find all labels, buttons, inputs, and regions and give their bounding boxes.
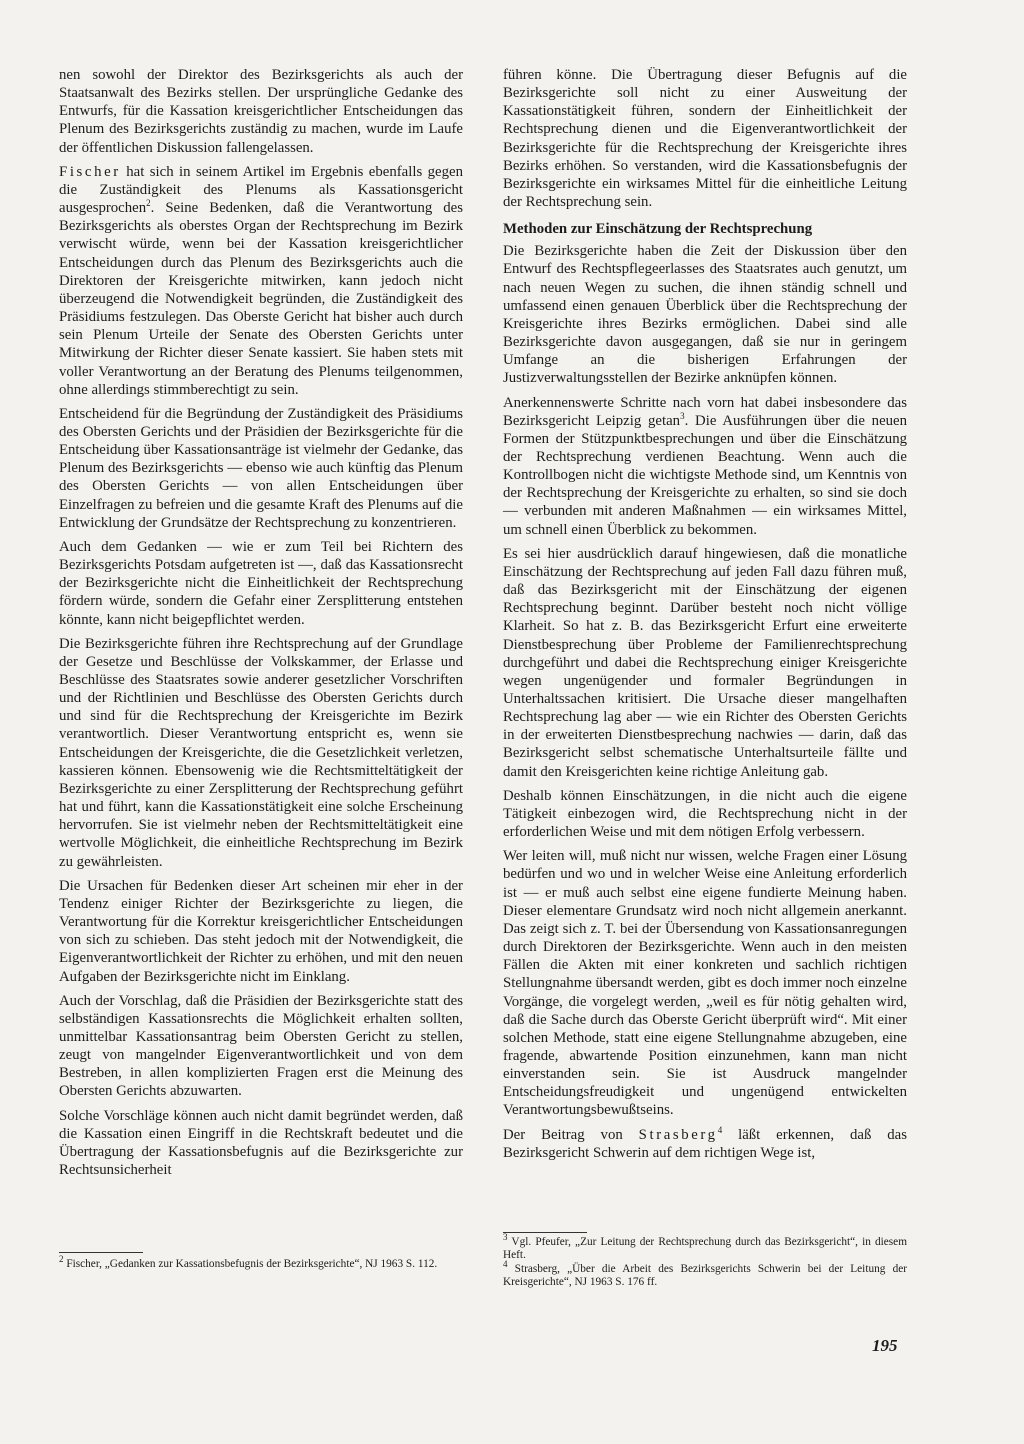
footnote-marker: 4: [717, 1124, 723, 1135]
section-heading: Methoden zur Einschätzung der Rechtsprechung: [503, 221, 813, 238]
paragraph-text: hat sich in seinem Artikel im Ergebnis ebenfalls gegen die Zuständigkeit des Plenums als Kassationsgericht ausgesprochen: [59, 163, 463, 217]
footnotes-right: [503, 1232, 907, 1290]
footnote-marker: 3: [680, 410, 685, 421]
paragraph: Entscheidend für die Begründung der Zuständigkeit des Präsidiums des Obersten Gerichts und der Präsidien der Bezirksgerichte für die Entscheidung über Kassationsanträge ist vielmehr der Gedanke, das Plenum des Bezirksgerichts — ebenso wie auch künftig das Plenum des Obersten Gerichts — von allen Entscheidungen über Einzelfragen zu befreien und die gesamte Kraft des Plenums auf die Entwicklung der Grundsätze der Rechtsprechung zu konzentrieren.: [59, 405, 463, 531]
footnote: [503, 1259, 907, 1290]
footnote-text: Vgl. Pfeufer, „Zur Leitung der Rechtsprechung durch das Bezirksgericht“, in diesem Heft.: [503, 1236, 907, 1262]
paragraph-text: . Seine Bedenken, daß die Verantwortung des Bezirksgerichts als oberstes Organ der Rechtsprechung im Bezirk verwischt würde, wenn bei der Kassation kreisgerichtlicher Entscheidungen durch das Plenum des Bezirksgerichts auch die Direktoren der Kreisgerichte mitwirken, kann jedoch nicht überzeugend die Notwendigkeit begründen, die Zuständigkeit des Präsidiums festzulegen. Das Oberste Gericht hat bisher auch durch sein Plenum Urteile der Senate des Obersten Gerichts unter Mitwirkung der Richter dieser Senate kassiert. Sie haben stets mit voller Verantwortung an der Beratung des Plenums teilgenommen, ohne allerdings stimmberechtigt zu sein.: [59, 200, 463, 398]
author-name: Strasberg: [638, 1126, 718, 1143]
paragraph: [503, 1126, 907, 1162]
footnote-rule: [503, 1232, 587, 1233]
footnote: [503, 1232, 907, 1263]
paragraph: [503, 394, 907, 539]
paragraph: [59, 163, 463, 399]
footnote: [59, 1254, 463, 1271]
footnote-marker: 3: [503, 1232, 508, 1243]
paragraph: Wer leiten will, muß nicht nur wissen, welche Fragen einer Lösung bedürfen und wo und in welcher Weise eine Anleitung erforderlich ist — er muß auch selbst eine eigene fundierte Meinung haben. Dieser elementare Grundsatz wird noch nicht allgemein anerkannt. Das zeigt sich z. T. bei der Übersendung von Kassationsanregungen durch Direktoren der Bezirksgerichte. Wenn auch in den meisten Fällen die Akten mit einer konkreten und sachlich richtigen Stellungnahme übersandt werden, gibt es doch immer noch einzelne Vorgänge, die vorgelegt werden, „weil es für nötig gehalten wird, daß die Sache durch das Oberste Gericht überprüft wird“. Mit einer solchen Methode, statt eine eigene Stellungnahme abzugeben, eine fragende, abwartende Position einzunehmen, kann man nicht einverstanden sein. Sie ist Ausdruck mangelnder Entscheidungsfreudigkeit und ungenügend entwickelten Verantwortungsbewußtseins.: [503, 848, 907, 1119]
paragraph-text: Der Beitrag von: [503, 1126, 639, 1143]
paragraph: führen könne. Die Übertragung dieser Befugnis auf die Bezirksgerichte soll nicht zu einer Ausweitung der Kassationstätigkeit führen, sondern der Einheitlichkeit der Rechtsprechung dienen und die Eigenverantwortlichkeit der Bezirksgerichte für die Rechtsprechung der Kreisgerichte ihres Bezirks erhöhen. So verstanden, wird die Kassationsbefugnis der Bezirksgerichte ein wirksames Mittel für die einheitliche Leitung der Rechtsprechung sein.: [503, 67, 907, 211]
paragraph-text: . Die Ausführungen über die neuen Formen der Stützpunktbesprechungen und über die Einschätzung der Rechtsprechung verdienen Beachtung. Wenn auch die Kontrollbogen nicht die wichtigste Methode sind, um Kenntnis von der Rechtsprechung der Kreisgerichte zu erhalten, so sind sie doch — verbunden mit anderen Maßnahmen — ein wirksames Mittel, um schnell einen Überblick zu bekommen.: [503, 412, 907, 538]
paragraph: Die Bezirksgerichte führen ihre Rechtsprechung auf der Grundlage der Gesetze und Beschlüsse der Volkskammer, der Erlasse und Beschlüsse des Staatsrates sowie anderer gesetzlicher Vorschriften und der Richtlinien und Beschlüsse des Obersten Gerichts durch und sind für die Rechtsprechung der Kreisgerichte im Bezirk verantwortlich. Dieser Verantwortung entspricht es, wenn sie Entscheidungen der Kreisgerichte, die die Gesetzlichkeit verletzen, kassieren können. Ebensowenig wie die Rechtsmitteltätigkeit der Bezirksgerichte zu einer Zersplitterung der Rechtsprechung geführt hat und führt, kann die Kassationstätigkeit eine solche Erscheinung hervorrufen. Sie ist vielmehr neben der Rechtsmitteltätigkeit eine wertvolle Möglichkeit, die einheitliche Rechtsprechung im Bezirk zu gewährleisten.: [59, 635, 463, 870]
footnote-rule: [59, 1252, 143, 1253]
paragraph-text: Anerkennenswerte Schritte nach vorn hat dabei insbesondere das Bezirksgericht Leipzig getan: [503, 394, 907, 429]
paragraph-text: läßt erkennen, daß das Bezirksgericht Schwerin auf dem richtigen Wege ist,: [503, 1126, 908, 1161]
footnote-marker: 2: [146, 198, 151, 209]
page-number: 195: [872, 1336, 898, 1355]
footnote-text: Fischer, „Gedanken zur Kassationsbefugnis der Bezirksgerichte“, NJ 1963 S. 112.: [63, 1258, 438, 1270]
paragraph: Die Ursachen für Bedenken dieser Art scheinen mir eher in der Tendenz einiger Richter der Bezirksgerichte zu liegen, die Verantwortung für die Korrektur kreisgerichtlicher Entscheidungen von sich zu schieben. Das steht jedoch mit der Notwendigkeit, die Eigenverantwortlichkeit der Richter zu erhöhen, und mit den neuen Aufgaben der Bezirksgerichte nicht im Einklang.: [59, 877, 463, 985]
footnote-text: Strasberg, „Über die Arbeit des Bezirksgerichts Schwerin bei der Leitung der Kreisgerichte“, NJ 1963 S. 176 ff.: [503, 1262, 907, 1289]
footnotes-left: [59, 1254, 463, 1271]
left-column: [59, 66, 463, 1185]
author-name: Fischer: [59, 163, 121, 180]
footnote-marker: 2: [59, 1254, 64, 1265]
footnote-marker: 4: [503, 1259, 508, 1270]
paragraph: nen sowohl der Direktor des Bezirksgerichts als auch der Staatsanwalt des Bezirks stellen. Der ursprüngliche Gedanke des Entwurfs, für die Kassation kreisgerichtlicher Entscheidungen das Plenum des Bezirksgerichts zuständig zu machen, wurde im Laufe der öffentlichen Diskussion fallengelassen.: [59, 67, 463, 156]
paragraph: Auch dem Gedanken — wie er zum Teil bei Richtern des Bezirksgerichts Potsdam aufgetreten ist —, daß das Kassationsrecht der Bezirksgerichte nicht die Einheitlichkeit der Rechtsprechung fördern würde, sondern die Gefahr einer Zersplitterung entstehen könnte, kann nicht beigepflichtet werden.: [59, 538, 463, 628]
paragraph: Auch der Vorschlag, daß die Präsidien der Bezirksgerichte statt des selbständigen Kassationsrechts die Möglichkeit erhalten sollten, unmittelbar Kassationsantrag beim Obersten Gericht zu stellen, zeugt von mangelnder Eigenverantwortlichkeit und von dem Bestreben, in allen komplizierten Fragen erst die Meinung des Obersten Gerichts abzuwarten.: [59, 992, 463, 1100]
paragraph: Deshalb können Einschätzungen, in die nicht auch die eigene Tätigkeit einbezogen wird, die Rechtsprechung nicht in der erforderlichen Weise und mit dem nötigen Erfolg verbessern.: [503, 787, 907, 841]
right-column: [503, 66, 907, 1168]
paragraph: Solche Vorschläge können auch nicht damit begründet werden, daß die Kassation einen Eingriff in die Rechtskraft bedeutet und die Übertragung der Kassationsbefugnis auf die Bezirksgerichte zur Rechtsunsicherheit: [59, 1107, 463, 1179]
paragraph: Es sei hier ausdrücklich darauf hingewiesen, daß die monatliche Einschätzung der Rechtsprechung auf jeden Fall dazu führen muß, daß das Bezirksgericht mit der Einschätzung der eigenen Rechtsprechung beginnt. Darüber besteht noch nicht völlige Klarheit. So hat z. B. das Bezirksgericht Erfurt eine erweiterte Dienstbesprechung über Probleme der Familienrechtsprechung durchgeführt und dabei die Rechtsprechung einiger Kreisgerichte wegen ungenügender und formaler Begründungen in Unterhaltssachen kritisiert. Die Ursache dieser mangelhaften Rechtsprechung lag aber — wie ein Richter des Obersten Gerichts in der erweiterten Dienstbesprechung nachwies — darin, daß das Bezirksgericht selbst schematische Unterhaltsurteile fällte und damit den Kreisgerichten keine richtige Anleitung gab.: [503, 545, 907, 780]
paragraph: Die Bezirksgerichte haben die Zeit der Diskussion über den Entwurf des Rechtspflegeerlasses des Staatsrates auch genutzt, um nach neuen Wegen zu suchen, die ihnen ständig schnell und umfassend einen genauen Überblick über die Rechtsprechung der Kreisgerichte ihres Bezirks ermöglichen. Dabei sind alle Bezirksgerichte davon ausgegangen, daß sie nur in geringem Umfange an die bisherigen Erfahrungen der Justizverwaltungsstellen der Bezirke anknüpfen können.: [503, 243, 907, 387]
